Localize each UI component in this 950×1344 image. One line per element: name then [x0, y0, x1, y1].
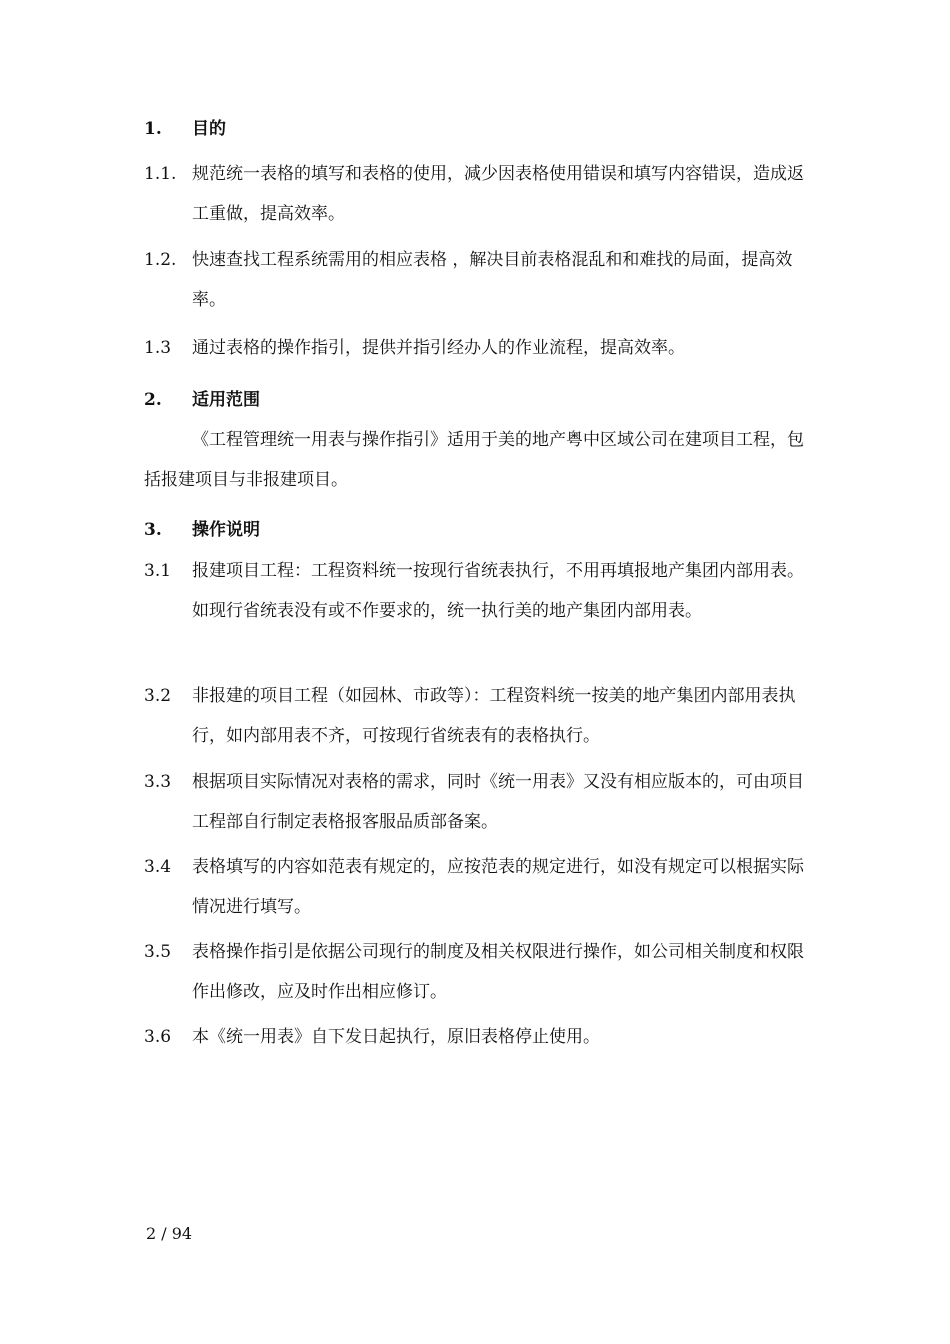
- list-item-1-3: [144, 328, 814, 368]
- section-title: 适用范围: [192, 390, 260, 410]
- list-item-3-2: [144, 676, 814, 756]
- item-text: 通过表格的操作指引，提供并指引经办人的作业流程，提高效率。: [192, 338, 685, 358]
- list-item-3-6: [144, 1017, 814, 1057]
- section-title: 操作说明: [192, 520, 260, 540]
- list-item-3-5: [144, 932, 814, 1012]
- item-text: 表格操作指引是依据公司现行的制度及相关权限进行操作，如公司相关制度和权限作出修改，应及时作出相应修订。: [192, 942, 804, 1002]
- list-item-1-2: [144, 240, 814, 320]
- list-item-3-4: [144, 847, 814, 927]
- item-number: 3.6: [144, 1027, 172, 1047]
- scope-paragraph: 《工程管理统一用表与操作指引》适用于美的地产粤中区域公司在建项目工程，包括报建项目与非报建项目。: [144, 430, 804, 490]
- item-text: 规范统一表格的填写和表格的使用，减少因表格使用错误和填写内容错误，造成返工重做，提高效率。: [192, 164, 804, 224]
- page-number: 2 / 94: [146, 1224, 193, 1243]
- item-number: 1.2.: [144, 250, 177, 270]
- item-number: 3.3: [144, 772, 172, 792]
- item-text: 快速查找工程系统需用的相应表格 ，解决目前表格混乱和和难找的局面，提高效率。: [192, 250, 793, 310]
- item-number: 1.1.: [144, 164, 177, 184]
- section-title: 目的: [192, 119, 226, 139]
- item-text: 表格填写的内容如范表有规定的，应按范表的规定进行，如没有规定可以根据实际情况进行填写。: [192, 857, 804, 917]
- section-heading-2: [144, 385, 260, 410]
- item-number: 3.2: [144, 686, 172, 706]
- section-heading-3: [144, 515, 260, 540]
- item-text: 非报建的项目工程（如园林、市政等）：工程资料统一按美的地产集团内部用表执行，如内部用表不齐，可按现行省统表有的表格执行。: [192, 686, 796, 746]
- section-number: 2.: [144, 390, 162, 410]
- section-number: 3.: [144, 520, 162, 540]
- list-item-1-1: [144, 154, 814, 234]
- section-heading-1: [144, 114, 226, 139]
- item-number: 3.1: [144, 561, 172, 581]
- item-number: 3.4: [144, 857, 172, 877]
- item-text: 根据项目实际情况对表格的需求，同时《统一用表》又没有相应版本的，可由项目工程部自行制定表格报客服品质部备案。: [192, 772, 804, 832]
- item-number: 3.5: [144, 942, 172, 962]
- section-number: 1.: [144, 119, 162, 139]
- list-item-3-1: [144, 551, 814, 631]
- item-text: 报建项目工程：工程资料统一按现行省统表执行，不用再填报地产集团内部用表。如现行省统表没有或不作要求的，统一执行美的地产集团内部用表。: [192, 561, 804, 621]
- item-text: 本《统一用表》自下发日起执行，原旧表格停止使用。: [192, 1027, 600, 1047]
- item-number: 1.3: [144, 338, 172, 358]
- list-item-3-3: [144, 762, 814, 842]
